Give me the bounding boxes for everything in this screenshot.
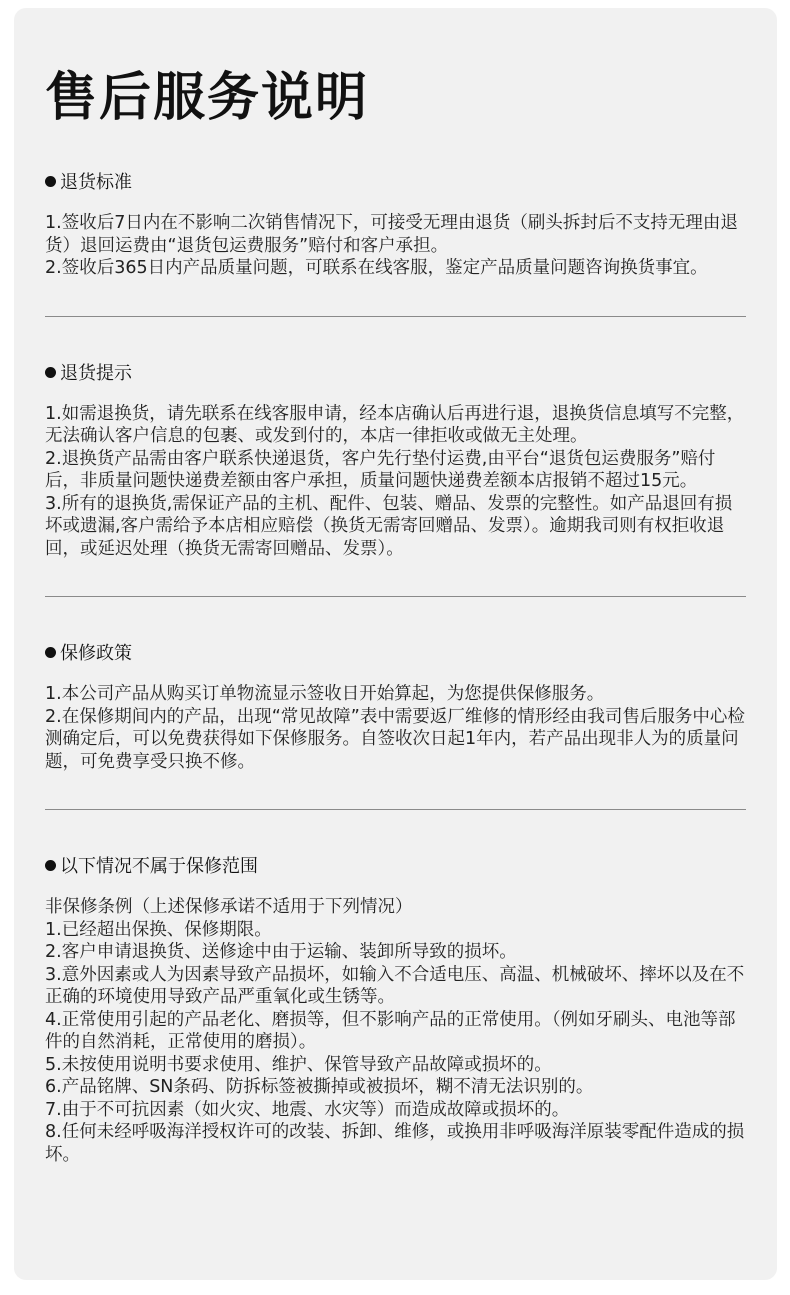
list-item: 1.本公司产品从购买订单物流显示签收日开始算起，为您提供保修服务。: [45, 684, 605, 704]
after-sales-card: [14, 8, 777, 1280]
section-title-text: 退货标准: [60, 172, 132, 193]
list-item: 7.由于不可抗因素（如火灾、地震、水灾等）而造成故障或损坏的。: [45, 1099, 570, 1120]
list-item: 5.未按使用说明书要求使用、维护、保管导致产品故障或损坏的。: [45, 1054, 552, 1075]
divider: [45, 809, 746, 810]
section-title-text: 保修政策: [60, 643, 132, 664]
section-title: [45, 856, 746, 878]
list-item: 非保修条例（上述保修承诺不适用于下列情况）: [45, 897, 413, 917]
divider: [45, 596, 746, 597]
list-item: 1.如需退换货，请先联系在线客服申请，经本店确认后再进行退，退换货信息填写不完整，无法确认客户信息的包裹、或发到付的，本店一律拒收或做无主处理。: [45, 403, 745, 446]
list-item: 2.签收后365日内产品质量问题，可联系在线客服，鉴定产品质量问题咨询换货事宜。: [45, 258, 708, 278]
list-item: 2.退换货产品需由客户联系快递退货，客户先行垫付运费,由平台“退货包运费服务”赔付后，非质量问题快递费差额由客户承担，质量问题快递费差额本店报销不超过15元。: [45, 448, 716, 491]
section-body: [45, 683, 746, 773]
list-item: 3.所有的退换货,需保证产品的主机、配件、包装、赠品、发票的完整性。如产品退回有损坏或遗漏,客户需给予本店相应赔偿（换货无需寄回赠品、发票）。逾期我司则有权拒收退回，或延迟处理（换货无需寄回赠品、发票）。: [45, 493, 733, 559]
bullet-icon: [45, 647, 56, 658]
section-body: [45, 403, 746, 561]
section-body: [45, 212, 746, 280]
section-title: [45, 172, 746, 194]
divider: [45, 316, 746, 317]
section-title: [45, 363, 746, 385]
list-item: 2.在保修期间内的产品，出现“常见故障”表中需要返厂维修的情形经由我司售后服务中心检测确定后，可以免费获得如下保修服务。自签收次日起1年内，若产品出现非人为的质量问题，可免费享受只换不修。: [45, 706, 745, 772]
list-item: 3.意外因素或人为因素导致产品损坏，如输入不合适电压、高温、机械破坏、摔坏以及在不正确的环境使用导致产品严重氧化或生锈等。: [45, 964, 745, 1007]
list-item: 1.已经超出保换、保修期限。: [45, 919, 272, 940]
list-item: 2.客户申请退换货、送修途中由于运输、装卸所导致的损坏。: [45, 942, 517, 962]
bullet-icon: [45, 860, 56, 871]
section-title: [45, 643, 746, 665]
list-item: 6.产品铭牌、SN条码、防拆标签被撕掉或被损坏，糊不清无法识别的。: [45, 1077, 594, 1097]
page-title: 售后服务说明: [45, 68, 370, 128]
section-return-standard: [45, 172, 746, 280]
list-item: 8.任何未经呼吸海洋授权许可的改装、拆卸、维修，或换用非呼吸海洋原装零配件造成的损坏。: [45, 1122, 745, 1165]
section-body: [45, 896, 746, 1166]
section-warranty-exclusions: [45, 856, 746, 1166]
bullet-icon: [45, 176, 56, 187]
section-return-tips: [45, 363, 746, 561]
section-title-text: 退货提示: [60, 362, 132, 384]
section-title-text: 以下情况不属于保修范围: [60, 856, 258, 877]
section-warranty-policy: [45, 643, 746, 773]
list-item: 4.正常使用引起的产品老化、磨损等，但不影响产品的正常使用。（例如牙刷头、电池等部件的自然消耗，正常使用的磨损）。: [45, 1009, 736, 1052]
list-item: 1.签收后7日内在不影响二次销售情况下，可接受无理由退货（刷头拆封后不支持无理由退货）退回运费由“退货包运费服务”赔付和客户承担。: [45, 213, 738, 256]
bullet-icon: [45, 367, 56, 378]
